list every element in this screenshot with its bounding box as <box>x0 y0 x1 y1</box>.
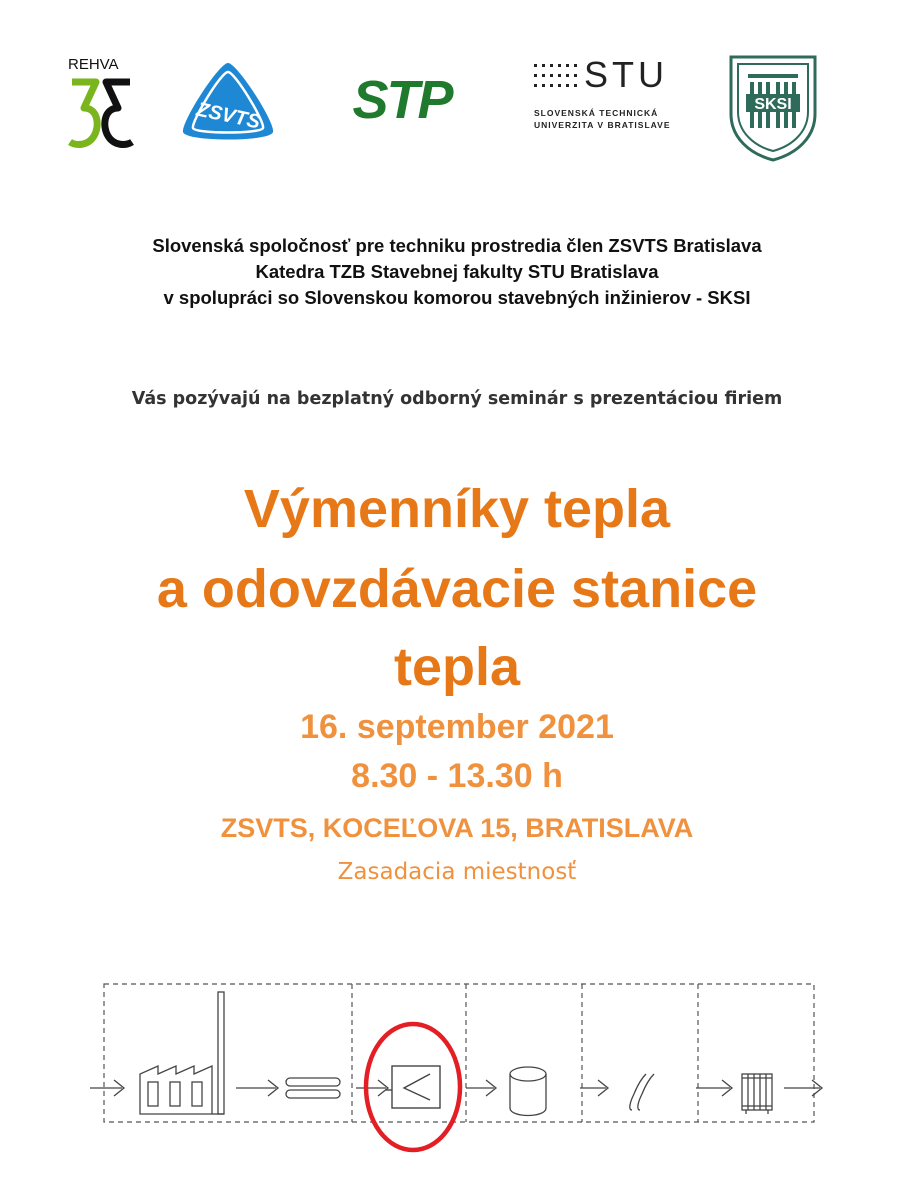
seminar-title-line-1: Výmenníky tepla <box>243 479 671 539</box>
sksi-logo <box>728 54 818 162</box>
logo-row <box>0 40 914 170</box>
factory-icon <box>140 992 224 1114</box>
organizer-line-1: Slovenská spoločnosť pre techniku prostredia člen ZSVTS Bratislava <box>152 235 762 256</box>
seminar-title-line-2: a odovzdávacie stanice <box>156 559 758 619</box>
seminar-date: 16. september 2021 <box>300 708 614 746</box>
exchanger-highlight-circle <box>366 1024 460 1150</box>
stp-logo <box>338 66 466 128</box>
rehva-label: REHVA <box>68 56 119 73</box>
seminar-venue: ZSVTS, KOCEĽOVA 15, BRATISLAVA <box>220 813 694 843</box>
rehva-3e-icon <box>68 78 134 150</box>
stu-name: STU <box>584 54 668 95</box>
zsvts-logo <box>175 60 281 146</box>
pipeline-icon <box>286 1078 340 1098</box>
distribution-pipe-icon <box>630 1074 654 1110</box>
invitation-text: Vás pozývajú na bezplatný odborný seminár s prezentáciou firiem <box>131 389 783 409</box>
stu-subtitle-line1: SLOVENSKÁ TECHNICKÁ <box>534 108 659 118</box>
organizer-line-2: Katedra TZB Stavebnej fakulty STU Bratislava <box>255 261 659 282</box>
stu-logo <box>534 54 694 140</box>
heat-exchanger-icon <box>386 1066 440 1108</box>
zsvts-logo-text: ZSVTS <box>194 98 263 134</box>
rehva-logo <box>68 56 138 156</box>
stu-subtitle-line2: UNIVERZITA V BRATISLAVE <box>534 120 671 130</box>
heat-supply-diagram <box>80 970 840 1170</box>
radiator-icon <box>742 1074 772 1114</box>
storage-tank-icon <box>510 1067 546 1116</box>
stp-logo-text: STP <box>352 70 452 128</box>
stu-dots-icon <box>534 64 578 90</box>
organizer-line-3: v spolupráci so Slovenskou komorou stavebných inžinierov - SKSI <box>163 287 751 308</box>
sksi-logo-text: SKSI <box>754 96 792 113</box>
seminar-title-line-3: tepla <box>393 637 521 697</box>
seminar-time: 8.30 - 13.30 h <box>351 757 563 795</box>
seminar-room: Zasadacia miestnosť <box>337 859 577 885</box>
